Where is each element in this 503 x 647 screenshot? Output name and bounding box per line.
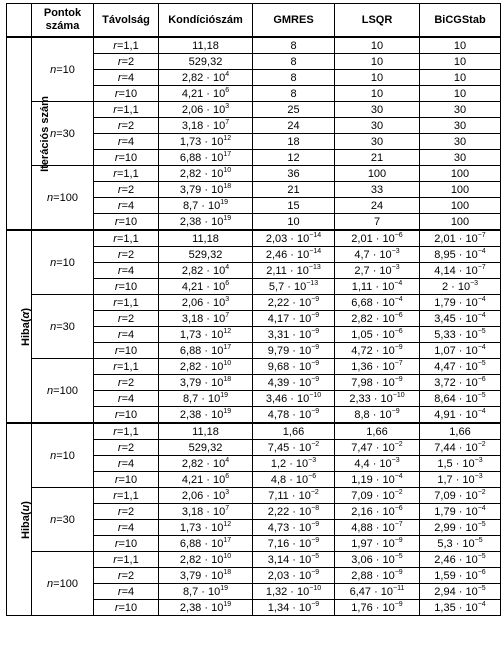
lsqr-cell: $1,97 \cdot 10^{-9}$ xyxy=(335,536,420,552)
table-row xyxy=(7,37,501,54)
condition-number-cell: $2,06 \cdot 10^3$ xyxy=(159,295,253,311)
gmres-cell: 12 xyxy=(253,150,335,166)
gmres-cell: 15 xyxy=(253,198,335,214)
bicgstab-cell: $2,46 \cdot 10^{-5}$ xyxy=(420,552,501,568)
condition-number-cell: $6,88 \cdot 10^{17}$ xyxy=(159,150,253,166)
distance-cell: r=2 xyxy=(94,118,159,134)
condition-number-cell: $2,38 \cdot 10^{19}$ xyxy=(159,407,253,424)
distance-cell: r=4 xyxy=(94,198,159,214)
distance-cell: r=10 xyxy=(94,279,159,295)
distance-cell: r=2 xyxy=(94,568,159,584)
gmres-cell: 25 xyxy=(253,102,335,118)
condition-number-cell: $2,82 \cdot 10^{10}$ xyxy=(159,166,253,182)
lsqr-cell: 100 xyxy=(335,166,420,182)
distance-cell: r=10 xyxy=(94,407,159,424)
condition-number-cell: $2,38 \cdot 10^{19}$ xyxy=(159,600,253,616)
lsqr-cell: $7,98 \cdot 10^{-9}$ xyxy=(335,375,420,391)
distance-cell: r=2 xyxy=(94,182,159,198)
distance-cell: r=2 xyxy=(94,440,159,456)
bicgstab-cell: $1,07 \cdot 10^{-4}$ xyxy=(420,343,501,359)
condition-number-cell: $3,18 \cdot 10^7$ xyxy=(159,311,253,327)
distance-cell: r=1,1 xyxy=(94,552,159,568)
bicgstab-cell: $1,7 \cdot 10^{-3}$ xyxy=(420,472,501,488)
condition-number-cell: $4,21 \cdot 10^6$ xyxy=(159,86,253,102)
condition-number-cell: $2,38 \cdot 10^{19}$ xyxy=(159,214,253,231)
gmres-cell: $2,03 \cdot 10^{-9}$ xyxy=(253,568,335,584)
lsqr-cell: 33 xyxy=(335,182,420,198)
condition-number-cell: 11,18 xyxy=(159,37,253,54)
bicgstab-cell: $3,45 \cdot 10^{-4}$ xyxy=(420,311,501,327)
points-count-cell: n=10 xyxy=(32,423,94,488)
table-body xyxy=(7,37,501,616)
gmres-cell: $4,73 \cdot 10^{-9}$ xyxy=(253,520,335,536)
distance-cell: r=10 xyxy=(94,86,159,102)
lsqr-cell: $2,16 \cdot 10^{-6}$ xyxy=(335,504,420,520)
lsqr-cell: $4,7 \cdot 10^{-3}$ xyxy=(335,247,420,263)
distance-cell: r=1,1 xyxy=(94,230,159,247)
bicgstab-cell: 30 xyxy=(420,118,501,134)
header-distance: Távolság xyxy=(94,4,159,38)
distance-cell: r=1,1 xyxy=(94,166,159,182)
distance-cell: r=2 xyxy=(94,311,159,327)
lsqr-cell: $1,05 \cdot 10^{-6}$ xyxy=(335,327,420,343)
distance-cell: r=1,1 xyxy=(94,102,159,118)
gmres-cell: $9,79 \cdot 10^{-9}$ xyxy=(253,343,335,359)
gmres-cell: 10 xyxy=(253,214,335,231)
condition-number-cell: $3,79 \cdot 10^{18}$ xyxy=(159,568,253,584)
table-row xyxy=(7,102,501,118)
gmres-cell: 24 xyxy=(253,118,335,134)
results-table xyxy=(6,3,501,616)
bicgstab-cell: 10 xyxy=(420,54,501,70)
condition-number-cell: $8,7 \cdot 10^{19}$ xyxy=(159,198,253,214)
bicgstab-cell: $2 \cdot 10^{-3}$ xyxy=(420,279,501,295)
gmres-cell: $1,34 \cdot 10^{-9}$ xyxy=(253,600,335,616)
lsqr-cell: $7,09 \cdot 10^{-2}$ xyxy=(335,488,420,504)
lsqr-cell: 30 xyxy=(335,102,420,118)
gmres-cell: $7,45 \cdot 10^{-2}$ xyxy=(253,440,335,456)
bicgstab-cell: $4,91 \cdot 10^{-4}$ xyxy=(420,407,501,424)
gmres-cell: 36 xyxy=(253,166,335,182)
distance-cell: r=10 xyxy=(94,472,159,488)
bicgstab-cell: $5,33 \cdot 10^{-5}$ xyxy=(420,327,501,343)
condition-number-cell: $2,82 \cdot 10^4$ xyxy=(159,456,253,472)
condition-number-cell: $8,7 \cdot 10^{19}$ xyxy=(159,391,253,407)
gmres-cell: 18 xyxy=(253,134,335,150)
lsqr-cell: 10 xyxy=(335,37,420,54)
header-bicgstab: BiCGStab xyxy=(420,4,501,38)
lsqr-cell: 21 xyxy=(335,150,420,166)
gmres-cell: $3,46 \cdot 10^{-10}$ xyxy=(253,391,335,407)
points-count-cell: n=30 xyxy=(32,102,94,166)
gmres-cell: $9,68 \cdot 10^{-9}$ xyxy=(253,359,335,375)
condition-number-cell: $2,82 \cdot 10^4$ xyxy=(159,263,253,279)
lsqr-cell: 30 xyxy=(335,118,420,134)
bicgstab-cell: $7,09 \cdot 10^{-2}$ xyxy=(420,488,501,504)
bicgstab-cell: $1,35 \cdot 10^{-4}$ xyxy=(420,600,501,616)
lsqr-cell: $2,33 \cdot 10^{-10}$ xyxy=(335,391,420,407)
distance-cell: r=4 xyxy=(94,263,159,279)
gmres-cell: $4,17 \cdot 10^{-9}$ xyxy=(253,311,335,327)
distance-cell: r=4 xyxy=(94,327,159,343)
bicgstab-cell: $4,47 \cdot 10^{-5}$ xyxy=(420,359,501,375)
condition-number-cell: $6,88 \cdot 10^{17}$ xyxy=(159,536,253,552)
bicgstab-cell: $1,5 \cdot 10^{-3}$ xyxy=(420,456,501,472)
header-corner xyxy=(7,4,32,38)
distance-cell: r=4 xyxy=(94,520,159,536)
lsqr-cell: 10 xyxy=(335,54,420,70)
table-row xyxy=(7,488,501,504)
lsqr-cell: $4,4 \cdot 10^{-3}$ xyxy=(335,456,420,472)
bicgstab-cell: $3,72 \cdot 10^{-6}$ xyxy=(420,375,501,391)
condition-number-cell: 11,18 xyxy=(159,230,253,247)
table-row xyxy=(7,423,501,440)
bicgstab-cell: 10 xyxy=(420,37,501,54)
table-row xyxy=(7,552,501,568)
distance-cell: r=10 xyxy=(94,600,159,616)
gmres-cell: $3,31 \cdot 10^{-9}$ xyxy=(253,327,335,343)
lsqr-cell: $1,19 \cdot 10^{-4}$ xyxy=(335,472,420,488)
condition-number-cell: $2,82 \cdot 10^{10}$ xyxy=(159,359,253,375)
section-label-text: Iterációs szám xyxy=(38,95,51,172)
points-count-cell: n=100 xyxy=(32,359,94,424)
gmres-cell: $5,7 \cdot 10^{-13}$ xyxy=(253,279,335,295)
header-points-count: Pontok száma xyxy=(32,4,94,38)
points-count-cell: n=100 xyxy=(32,166,94,231)
bicgstab-cell: $8,64 \cdot 10^{-5}$ xyxy=(420,391,501,407)
bicgstab-cell: 10 xyxy=(420,70,501,86)
table-row xyxy=(7,359,501,375)
bicgstab-cell: 10 xyxy=(420,86,501,102)
section-label-text: Hiba(u) xyxy=(19,500,32,539)
lsqr-cell: 7 xyxy=(335,214,420,231)
bicgstab-cell: $1,59 \cdot 10^{-6}$ xyxy=(420,568,501,584)
condition-number-cell: $8,7 \cdot 10^{19}$ xyxy=(159,584,253,600)
distance-cell: r=4 xyxy=(94,584,159,600)
lsqr-cell: 24 xyxy=(335,198,420,214)
condition-number-cell: $6,88 \cdot 10^{17}$ xyxy=(159,343,253,359)
distance-cell: r=1,1 xyxy=(94,423,159,440)
gmres-cell: $2,03 \cdot 10^{-14}$ xyxy=(253,230,335,247)
bicgstab-cell: $8,95 \cdot 10^{-4}$ xyxy=(420,247,501,263)
lsqr-cell: $8,8 \cdot 10^{-9}$ xyxy=(335,407,420,424)
distance-cell: r=10 xyxy=(94,536,159,552)
condition-number-cell: 529,32 xyxy=(159,54,253,70)
condition-number-cell: $2,06 \cdot 10^3$ xyxy=(159,488,253,504)
section-label xyxy=(7,423,32,616)
condition-number-cell: $3,18 \cdot 10^7$ xyxy=(159,504,253,520)
lsqr-cell: 10 xyxy=(335,86,420,102)
section-label xyxy=(7,37,51,230)
condition-number-cell: $2,82 \cdot 10^4$ xyxy=(159,70,253,86)
section-label xyxy=(7,230,32,423)
bicgstab-cell: 30 xyxy=(420,150,501,166)
condition-number-cell: 529,32 xyxy=(159,440,253,456)
condition-number-cell: $4,21 \cdot 10^6$ xyxy=(159,472,253,488)
lsqr-cell: $2,88 \cdot 10^{-9}$ xyxy=(335,568,420,584)
lsqr-cell: 30 xyxy=(335,134,420,150)
bicgstab-cell: $7,44 \cdot 10^{-2}$ xyxy=(420,440,501,456)
condition-number-cell: $4,21 \cdot 10^6$ xyxy=(159,279,253,295)
gmres-cell: $3,14 \cdot 10^{-5}$ xyxy=(253,552,335,568)
bicgstab-cell: 100 xyxy=(420,198,501,214)
condition-number-cell: 529,32 xyxy=(159,247,253,263)
lsqr-cell: 10 xyxy=(335,70,420,86)
condition-number-cell: $1,73 \cdot 10^{12}$ xyxy=(159,327,253,343)
lsqr-cell: $4,88 \cdot 10^{-7}$ xyxy=(335,520,420,536)
distance-cell: r=10 xyxy=(94,214,159,231)
distance-cell: r=10 xyxy=(94,343,159,359)
distance-cell: r=1,1 xyxy=(94,37,159,54)
gmres-cell: 8 xyxy=(253,70,335,86)
bicgstab-cell: $2,01 \cdot 10^{-7}$ xyxy=(420,230,501,247)
bicgstab-cell: $2,99 \cdot 10^{-5}$ xyxy=(420,520,501,536)
gmres-cell: 21 xyxy=(253,182,335,198)
condition-number-cell: $1,73 \cdot 10^{12}$ xyxy=(159,520,253,536)
bicgstab-cell: 100 xyxy=(420,166,501,182)
header-gmres: GMRES xyxy=(253,4,335,38)
lsqr-cell: $6,68 \cdot 10^{-4}$ xyxy=(335,295,420,311)
lsqr-cell: $2,7 \cdot 10^{-3}$ xyxy=(335,263,420,279)
bicgstab-cell: 30 xyxy=(420,134,501,150)
header-row xyxy=(7,4,501,38)
lsqr-cell: $2,01 \cdot 10^{-6}$ xyxy=(335,230,420,247)
bicgstab-cell: 30 xyxy=(420,102,501,118)
gmres-cell: $1,32 \cdot 10^{-10}$ xyxy=(253,584,335,600)
lsqr-cell: 1,66 xyxy=(335,423,420,440)
header-condition-number: Kondíciószám xyxy=(159,4,253,38)
distance-cell: r=2 xyxy=(94,375,159,391)
condition-number-cell: 11,18 xyxy=(159,423,253,440)
gmres-cell: $7,11 \cdot 10^{-2}$ xyxy=(253,488,335,504)
bicgstab-cell: $1,79 \cdot 10^{-4}$ xyxy=(420,295,501,311)
bicgstab-cell: $5,3 \cdot 10^{-5}$ xyxy=(420,536,501,552)
bicgstab-cell: 100 xyxy=(420,214,501,231)
gmres-cell: $2,22 \cdot 10^{-9}$ xyxy=(253,295,335,311)
table-row xyxy=(7,295,501,311)
gmres-cell: 8 xyxy=(253,86,335,102)
section-label-text: Hiba(α) xyxy=(20,307,32,346)
points-count-cell: n=100 xyxy=(32,552,94,616)
gmres-cell: $1,2 \cdot 10^{-3}$ xyxy=(253,456,335,472)
gmres-cell: $4,39 \cdot 10^{-9}$ xyxy=(253,375,335,391)
gmres-cell: $4,8 \cdot 10^{-6}$ xyxy=(253,472,335,488)
distance-cell: r=4 xyxy=(94,134,159,150)
points-count-cell: n=30 xyxy=(32,488,94,552)
distance-cell: r=10 xyxy=(94,150,159,166)
bicgstab-cell: $1,79 \cdot 10^{-4}$ xyxy=(420,504,501,520)
gmres-cell: $2,46 \cdot 10^{-14}$ xyxy=(253,247,335,263)
gmres-cell: 8 xyxy=(253,37,335,54)
condition-number-cell: $3,79 \cdot 10^{18}$ xyxy=(159,375,253,391)
lsqr-cell: $7,47 \cdot 10^{-2}$ xyxy=(335,440,420,456)
lsqr-cell: $3,06 \cdot 10^{-5}$ xyxy=(335,552,420,568)
distance-cell: r=2 xyxy=(94,504,159,520)
table-row xyxy=(7,230,501,247)
distance-cell: r=2 xyxy=(94,247,159,263)
condition-number-cell: $2,82 \cdot 10^{10}$ xyxy=(159,552,253,568)
lsqr-cell: $1,11 \cdot 10^{-4}$ xyxy=(335,279,420,295)
table-row xyxy=(7,166,501,182)
lsqr-cell: $4,72 \cdot 10^{-9}$ xyxy=(335,343,420,359)
distance-cell: r=4 xyxy=(94,70,159,86)
lsqr-cell: $1,76 \cdot 10^{-9}$ xyxy=(335,600,420,616)
lsqr-cell: $2,82 \cdot 10^{-6}$ xyxy=(335,311,420,327)
lsqr-cell: $6,47 \cdot 10^{-11}$ xyxy=(335,584,420,600)
distance-cell: r=1,1 xyxy=(94,359,159,375)
gmres-cell: 8 xyxy=(253,54,335,70)
distance-cell: r=1,1 xyxy=(94,295,159,311)
gmres-cell: $2,11 \cdot 10^{-13}$ xyxy=(253,263,335,279)
distance-cell: r=4 xyxy=(94,456,159,472)
condition-number-cell: $2,06 \cdot 10^3$ xyxy=(159,102,253,118)
gmres-cell: $4,78 \cdot 10^{-9}$ xyxy=(253,407,335,424)
header-lsqr: LSQR xyxy=(335,4,420,38)
distance-cell: r=1,1 xyxy=(94,488,159,504)
points-count-cell: n=10 xyxy=(32,37,94,102)
bicgstab-cell: $4,14 \cdot 10^{-7}$ xyxy=(420,263,501,279)
points-count-cell: n=30 xyxy=(32,295,94,359)
bicgstab-cell: 100 xyxy=(420,182,501,198)
gmres-cell: 1,66 xyxy=(253,423,335,440)
distance-cell: r=4 xyxy=(94,391,159,407)
condition-number-cell: $3,18 \cdot 10^7$ xyxy=(159,118,253,134)
bicgstab-cell: $2,94 \cdot 10^{-5}$ xyxy=(420,584,501,600)
gmres-cell: $7,16 \cdot 10^{-9}$ xyxy=(253,536,335,552)
points-count-cell: n=10 xyxy=(32,230,94,295)
condition-number-cell: $1,73 \cdot 10^{12}$ xyxy=(159,134,253,150)
distance-cell: r=2 xyxy=(94,54,159,70)
lsqr-cell: $1,36 \cdot 10^{-7}$ xyxy=(335,359,420,375)
condition-number-cell: $3,79 \cdot 10^{18}$ xyxy=(159,182,253,198)
gmres-cell: $2,22 \cdot 10^{-8}$ xyxy=(253,504,335,520)
bicgstab-cell: 1,66 xyxy=(420,423,501,440)
